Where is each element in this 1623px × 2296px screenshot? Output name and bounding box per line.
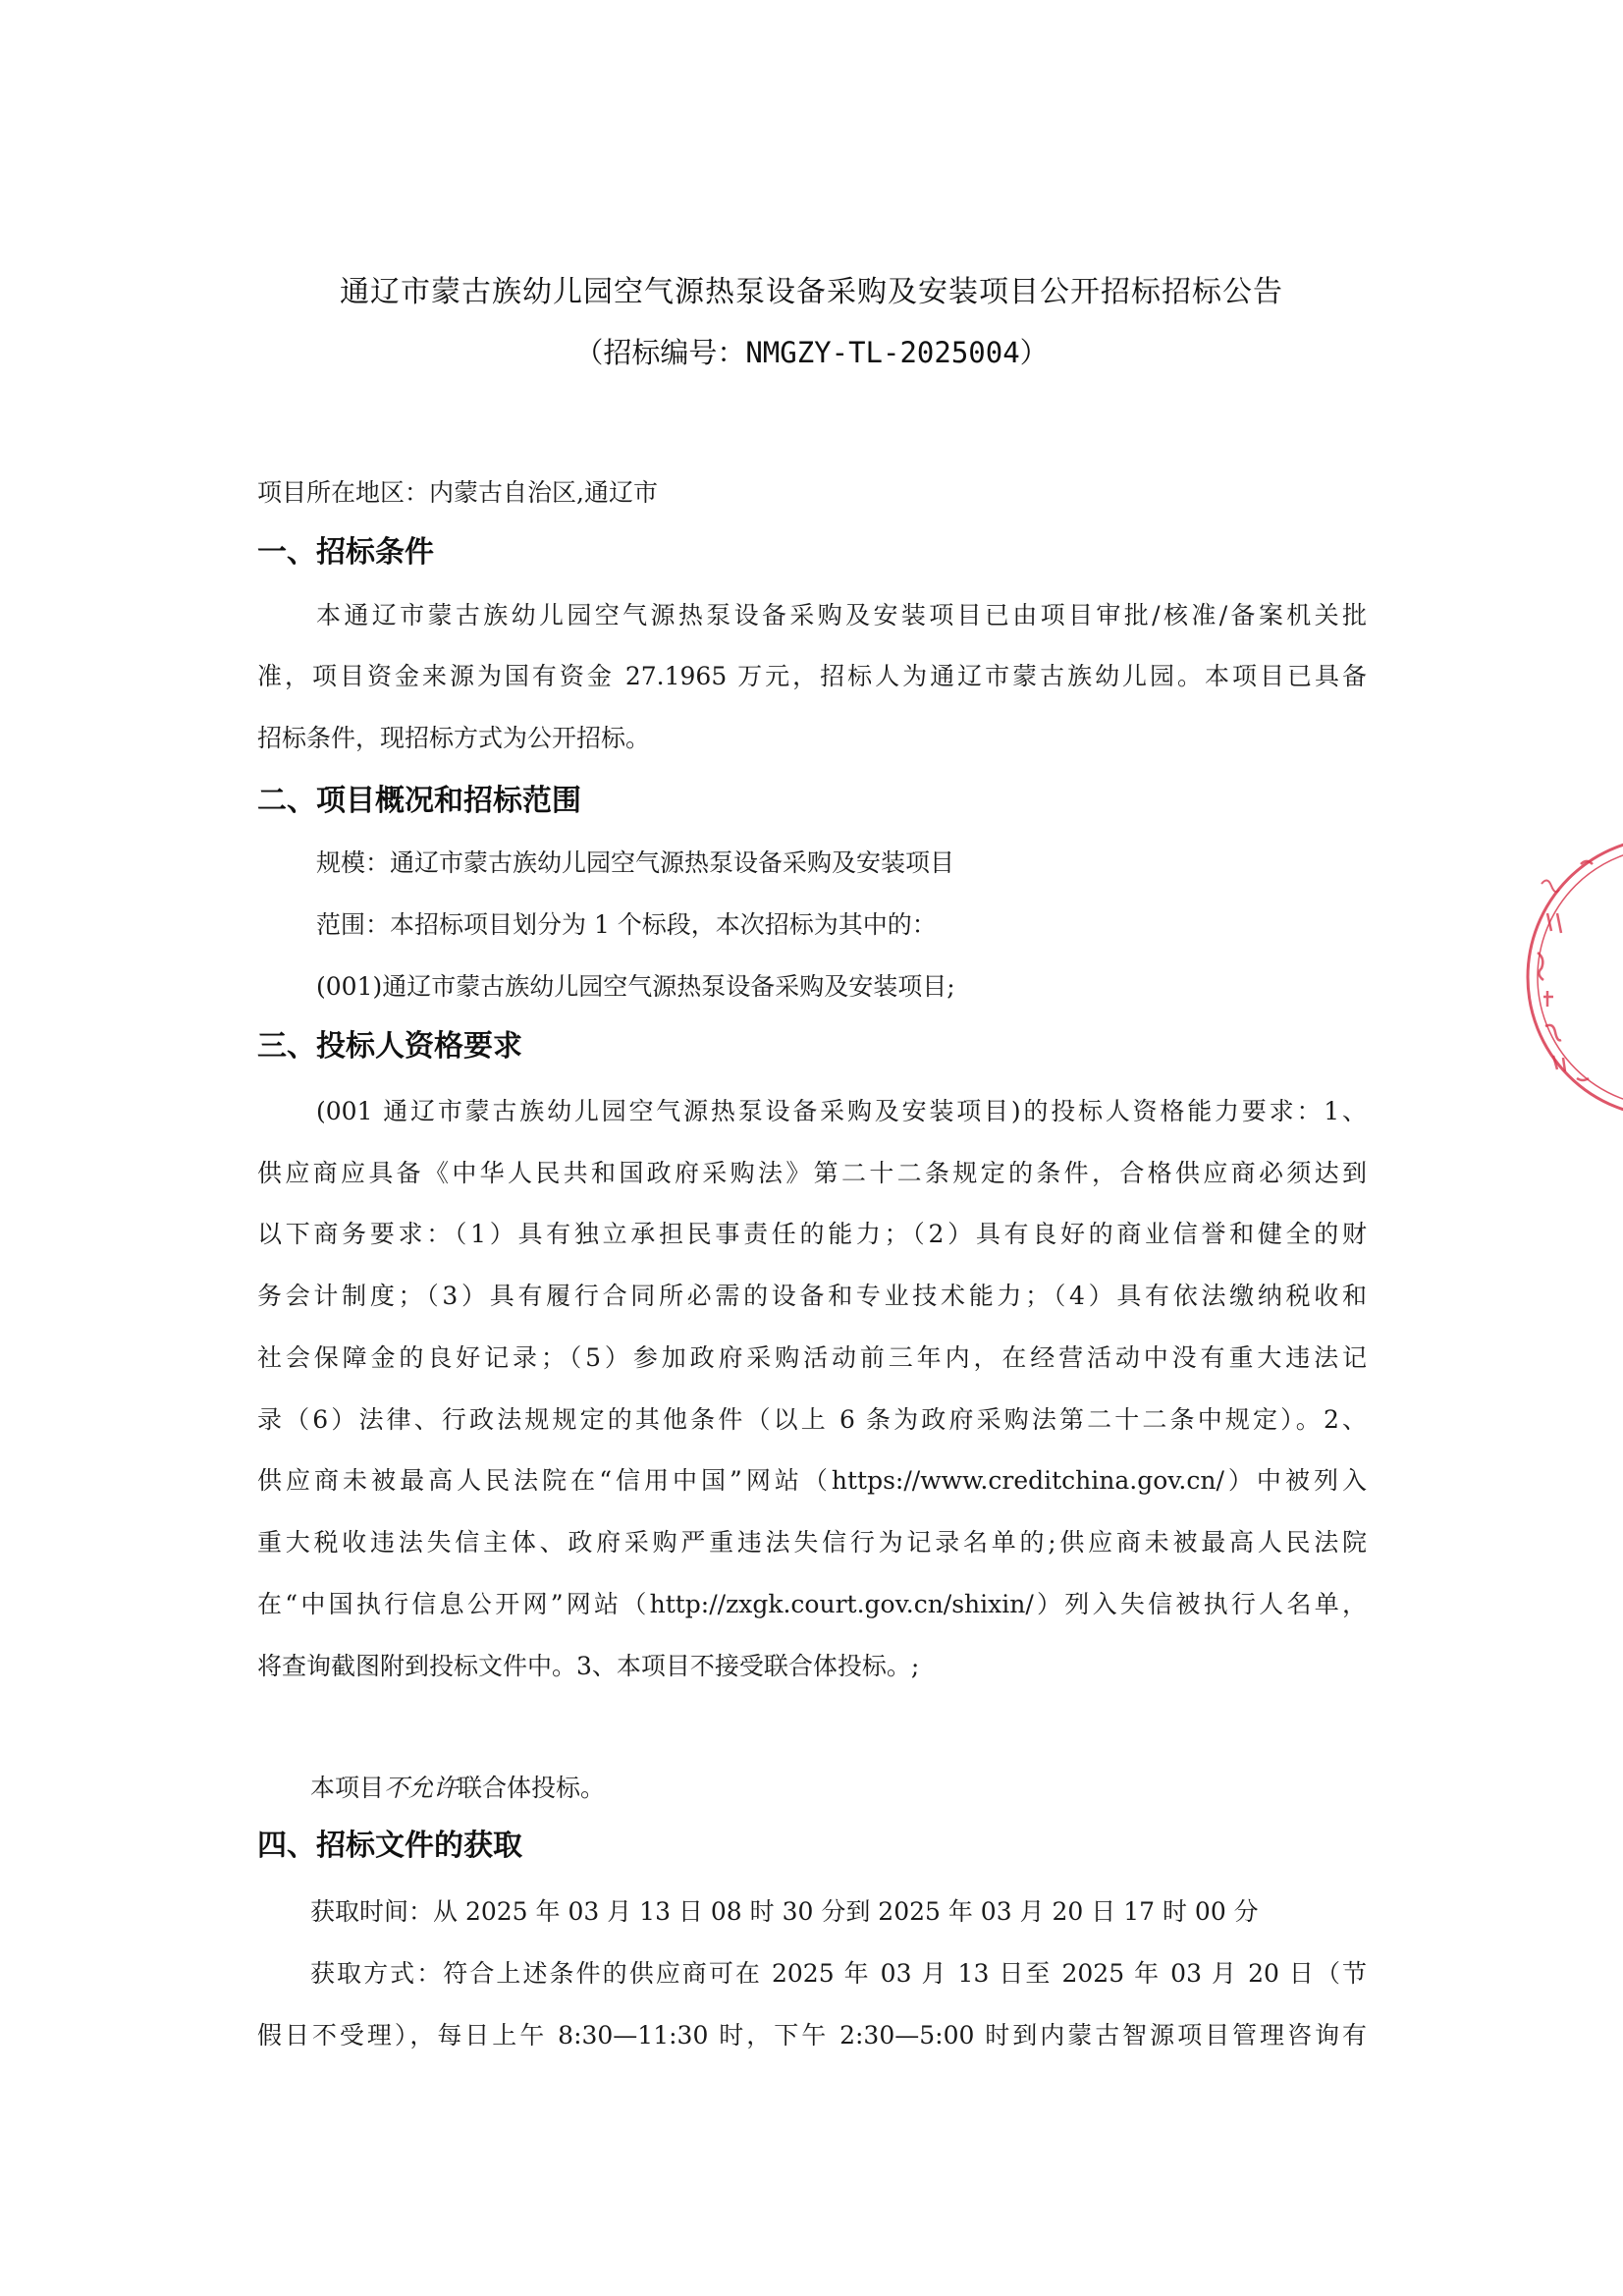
paragraph-line: 务会计制度；（3）具有履行合同所必需的设备和专业技术能力；（4）具有依法缴纳税收和 bbox=[257, 1282, 1367, 1310]
paragraph-line: (001 通辽市蒙古族幼儿园空气源热泵设备采购及安装项目)的投标人资格能力要求：1、 bbox=[316, 1097, 1367, 1125]
paragraph-line: 获取时间：从 2025 年 03 月 13 日 08 时 30 分到 2025 年 03 月 20 日 17 时 00 分 bbox=[310, 1897, 1259, 1926]
consortium-prefix: 本项目 bbox=[310, 1774, 385, 1802]
paragraph-line: 录（6）法律、行政法规规定的其他条件（以上 6 条为政府采购法第二十二条中规定）。2、 bbox=[257, 1405, 1367, 1434]
paragraph-line: (001)通辽市蒙古族幼儿园空气源热泵设备采购及安装项目; bbox=[316, 972, 955, 1001]
document-title: 通辽市蒙古族幼儿园空气源热泵设备采购及安装项目公开招标招标公告 bbox=[340, 275, 1283, 309]
section-2-heading: 二、项目概况和招标范围 bbox=[257, 784, 581, 818]
paragraph-line: 规模：通辽市蒙古族幼儿园空气源热泵设备采购及安装项目 bbox=[316, 848, 955, 877]
section-4-heading: 四、招标文件的获取 bbox=[257, 1829, 522, 1863]
paragraph-line: 重大税收违法失信主体、政府采购严重违法失信行为记录名单的;供应商未被最高人民法院 bbox=[257, 1528, 1367, 1557]
section-3-heading: 三、投标人资格要求 bbox=[257, 1029, 522, 1064]
paragraph-line: 社会保障金的良好记录；（5）参加政府采购活动前三年内，在经营活动中没有重大违法记 bbox=[257, 1343, 1367, 1372]
official-seal-stamp bbox=[1520, 825, 1623, 1129]
paragraph-line: 范围：本招标项目划分为 1 个标段，本次招标为其中的： bbox=[316, 910, 937, 939]
section-1-heading: 一、招标条件 bbox=[257, 535, 434, 570]
paragraph-line: 供应商未被最高人民法院在“信用中国”网站（https://www.creditchina.gov.cn/）中被列入 bbox=[257, 1466, 1367, 1495]
bid-number: （招标编号：NMGZY-TL-2025004） bbox=[574, 336, 1049, 369]
paragraph-line: 招标条件，现招标方式为公开招标。 bbox=[257, 724, 651, 752]
project-location: 项目所在地区：内蒙古自治区,通辽市 bbox=[257, 478, 658, 507]
paragraph-line: 本通辽市蒙古族幼儿园空气源热泵设备采购及安装项目已由项目审批/核准/备案机关批 bbox=[316, 601, 1367, 629]
paragraph-line: 供应商应具备《中华人民共和国政府采购法》第二十二条规定的条件，合格供应商必须达到 bbox=[257, 1159, 1367, 1187]
paragraph-line: 以下商务要求：（1）具有独立承担民事责任的能力；（2）具有良好的商业信誉和健全的财 bbox=[257, 1220, 1367, 1248]
paragraph-line: 将查询截图附到投标文件中。3、本项目不接受联合体投标。; bbox=[257, 1652, 920, 1680]
consortium-italic: 不允许 bbox=[384, 1774, 459, 1802]
consortium-note bbox=[310, 1772, 1367, 1804]
paragraph-line: 假日不受理），每日上午 8:30—11:30 时，下午 2:30—5:00 时到内蒙古智源项目管理咨询有 bbox=[257, 2021, 1367, 2050]
consortium-suffix: 联合体投标。 bbox=[458, 1774, 606, 1802]
paragraph-line: 获取方式：符合上述条件的供应商可在 2025 年 03 月 13 日至 2025 年 03 月 20 日（节 bbox=[310, 1959, 1367, 1988]
paragraph-line: 准，项目资金来源为国有资金 27.1965 万元，招标人为通辽市蒙古族幼儿园。本项目已具备 bbox=[257, 662, 1367, 690]
paragraph-line: 在“中国执行信息公开网”网站（http://zxgk.court.gov.cn/shixin/）列入失信被执行人名单， bbox=[257, 1590, 1367, 1618]
